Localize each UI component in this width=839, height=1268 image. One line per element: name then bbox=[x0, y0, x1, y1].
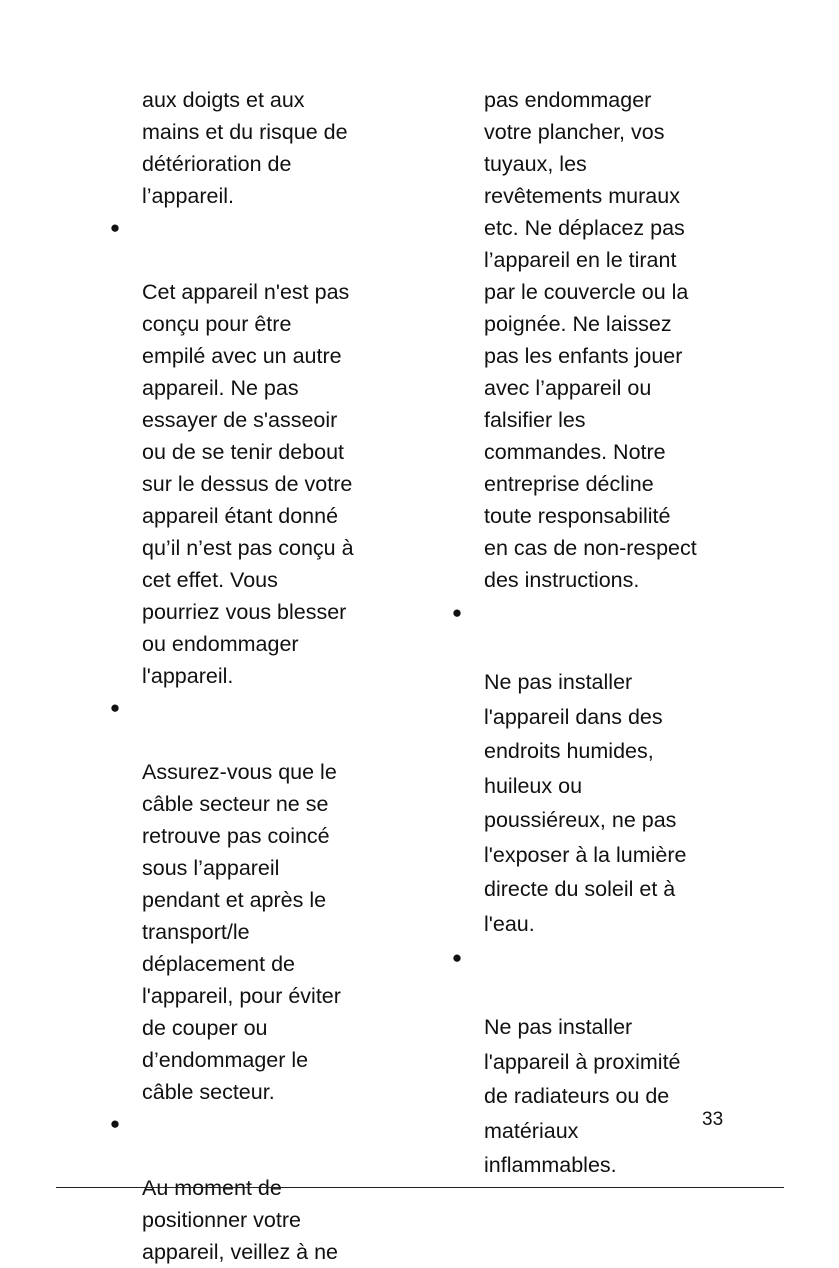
list-item-text: Ne pas installer l'appareil dans des endroits humides, huileux ou poussiéreux, ne pas l'exposer à la lumière directe du soleil et à l'eau. bbox=[484, 670, 687, 936]
list-item bbox=[104, 1108, 394, 1268]
list-item bbox=[446, 596, 746, 941]
list-item-text: Au moment de positionner votre appareil, veillez à ne bbox=[142, 1176, 339, 1264]
right-column bbox=[446, 84, 746, 1183]
left-continuation-paragraph: aux doigts et aux mains et du risque de détérioration de l’appareil. bbox=[142, 88, 348, 208]
list-item-text: Assurez-vous que le câble secteur ne se retrouve pas coincé sous l’appareil pendant et après le transport/le déplacement de l'appareil, pour éviter de couper ou d’endommager le câble secteur. bbox=[142, 760, 341, 1104]
page-number: 33 bbox=[702, 1109, 724, 1130]
bullet-icon: ● bbox=[109, 218, 121, 237]
bullet-icon: ● bbox=[109, 698, 121, 717]
right-continuation-paragraph: pas endommager votre plancher, vos tuyaux, les revêtements muraux etc. Ne déplacez pas l’appareil en le tirant par le couvercle ou la poignée. Ne laissez pas les enfants jouer avec l’appareil ou falsifier les commandes. Notre entreprise décline toute responsabilité en cas de non-respect des instructions. bbox=[484, 88, 697, 592]
footer-divider bbox=[56, 1187, 784, 1188]
list-item-text: Cet appareil n'est pas conçu pour être empilé avec un autre appareil. Ne pas essayer de s'asseoir ou de se tenir debout sur le dessus de votre appareil étant donné qu’il n’est pas conçu à cet effet. Vous pourriez vous blesser ou endommager l'appareil. bbox=[142, 280, 354, 688]
left-column bbox=[104, 84, 394, 1268]
list-item bbox=[104, 692, 394, 1108]
bullet-icon: ● bbox=[451, 603, 463, 622]
list-item-text: Ne pas installer l'appareil à proximité de radiateurs ou de matériaux inflammables. bbox=[484, 1015, 681, 1177]
list-item bbox=[104, 212, 394, 692]
bullet-icon: ● bbox=[451, 948, 463, 967]
bullet-icon: ● bbox=[109, 1114, 121, 1133]
list-item bbox=[446, 941, 746, 1183]
